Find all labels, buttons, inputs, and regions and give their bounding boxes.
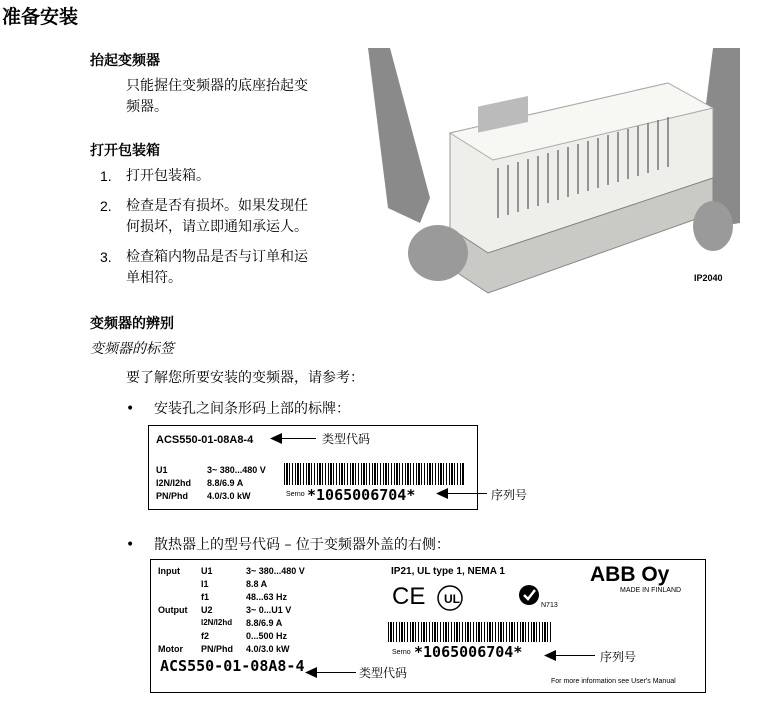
lift-heading: 抬起变频器 — [90, 53, 160, 69]
label1-row-value: 8.8/6.9 A — [207, 478, 244, 488]
label2-n-mark: N713 — [541, 602, 558, 609]
unpack-step-3-num: 3. — [100, 249, 112, 265]
unpack-heading: 打开包装箱 — [90, 143, 160, 159]
unpack-step-2-line2: 何损坏，请立即通知承运人。 — [126, 219, 308, 235]
photo-caption: IP2040 — [694, 273, 723, 283]
unpack-step-1-num: 1. — [100, 168, 112, 184]
type-code-arrow-line — [312, 672, 356, 673]
drive-lifting-photo — [368, 48, 740, 298]
label2-row-key: PN/Phd — [201, 644, 234, 654]
label2-row-value: 3~ 0...U1 V — [246, 605, 292, 615]
label1-row-key: U1 — [156, 465, 168, 475]
page-title: 准备安装 — [2, 6, 79, 28]
label1-barcode — [284, 463, 465, 485]
arrow-left-icon — [544, 650, 556, 661]
arrow-left-icon — [436, 488, 448, 499]
ul-mark-icon — [430, 580, 470, 616]
label2-serial: *1065006704* — [414, 643, 523, 661]
label2-serno-label: Serno — [392, 649, 411, 656]
bullet-2-dot: • — [126, 537, 135, 553]
label2-ann-serial: 序列号 — [600, 650, 637, 664]
label2-row-value: 3~ 380...480 V — [246, 566, 305, 576]
label2-row-key: f1 — [201, 592, 210, 602]
arrow-left-icon — [305, 667, 317, 678]
type-code-arrow-line — [278, 438, 316, 439]
lift-text-line1: 只能握住变频器的底座抬起变 — [126, 78, 308, 94]
label1-serno-label: Serno — [286, 491, 305, 498]
unpack-step-2-num: 2. — [100, 198, 112, 214]
label1-ann-serial: 序列号 — [491, 488, 528, 502]
arrow-left-icon — [270, 433, 282, 444]
lift-text-line2: 频器。 — [126, 99, 168, 115]
label2-output-label: Output — [158, 605, 188, 615]
svg-text:UL: UL — [444, 592, 460, 606]
identify-heading: 变频器的辨别 — [90, 316, 174, 332]
bullet-1-dot: • — [126, 401, 135, 417]
bullet-1-text: 安装孔之间条形码上部的标牌： — [154, 401, 350, 417]
serial-arrow-line — [443, 493, 487, 494]
label2-motor-label: Motor — [158, 644, 183, 654]
label2-row-value: 8.8/6.9 A — [246, 618, 283, 628]
identify-subheading: 变频器的标签 — [90, 341, 174, 357]
label2-row-value: 48...63 Hz — [246, 592, 288, 602]
label2-row-value: 0...500 Hz — [246, 631, 288, 641]
unpack-step-3-line1: 检查箱内物品是否与订单和运 — [126, 249, 308, 265]
label1-row-key: I2N/I2hd — [156, 478, 192, 488]
label2-row-value: 4.0/3.0 kW — [246, 644, 290, 654]
label2-row-value: 8.8 A — [246, 579, 268, 589]
label1-type-code: ACS550-01-08A8-4 — [156, 434, 254, 446]
label1-row-value: 3~ 380...480 V — [207, 465, 266, 475]
label2-input-label: Input — [158, 566, 180, 576]
label2-row-key: U1 — [201, 566, 213, 576]
label1-ann-type: 类型代码 — [322, 432, 371, 446]
unpack-step-1-line1: 打开包装箱。 — [126, 168, 210, 184]
ce-mark-icon: CE — [392, 583, 426, 610]
label2-footer: For more information see User's Manual — [551, 678, 676, 685]
label2-barcode — [388, 622, 552, 642]
c-tick-mark-icon — [518, 584, 540, 606]
label2-type-code: ACS550-01-08A8-4 — [160, 657, 305, 675]
label1-row-key: PN/Phd — [156, 491, 189, 501]
serial-arrow-line — [551, 655, 595, 656]
unpack-step-3-line2: 单相符。 — [126, 270, 182, 286]
abb-logo: ABB Oy — [590, 563, 670, 586]
bullet-2-text: 散热器上的型号代码 – 位于变频器外盖的右侧： — [154, 537, 450, 553]
label2-ann-type: 类型代码 — [359, 666, 408, 680]
label2-row-key: I1 — [201, 579, 209, 589]
label1-serial: *1065006704* — [307, 486, 416, 504]
label1-row-value: 4.0/3.0 kW — [207, 491, 251, 501]
label2-ip-text: IP21, UL type 1, NEMA 1 — [391, 566, 505, 577]
label2-row-key: U2 — [201, 605, 213, 615]
label2-row-key: I2N/I2hd — [201, 618, 233, 627]
label2-made-in: MADE IN FINLAND — [620, 587, 682, 594]
label2-row-key: f2 — [201, 631, 210, 641]
identify-intro: 要了解您所要安装的变频器，请参考： — [126, 370, 364, 386]
unpack-step-2-line1: 检查是否有损坏。如果发现任 — [126, 198, 308, 214]
